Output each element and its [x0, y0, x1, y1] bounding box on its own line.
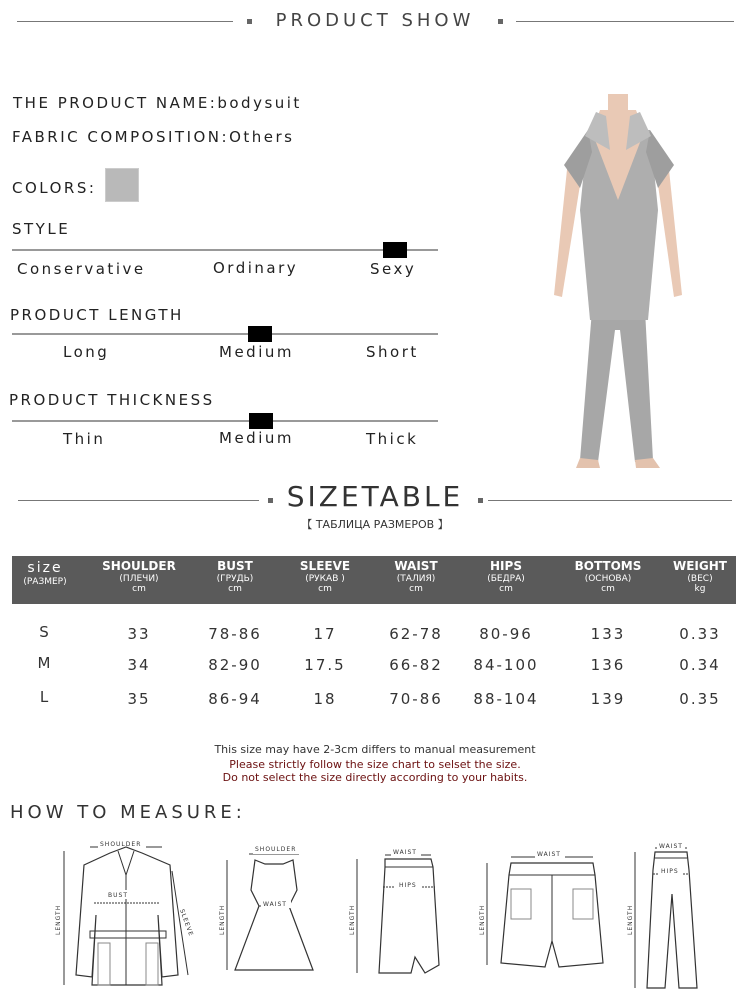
- col-bust: BUST (ГРУДЬ) cm: [216, 559, 254, 594]
- sizetable-title: SIZETABLE: [286, 480, 464, 513]
- length-marker: [248, 326, 272, 342]
- cell-shoulder: 35: [127, 690, 151, 708]
- dress-measure-figure: [215, 840, 315, 990]
- skirt-measure-figure: [345, 845, 445, 990]
- cell-waist: 66-82: [389, 656, 443, 674]
- header-right-square: [498, 19, 503, 24]
- cell-sleeve: 17: [313, 625, 337, 643]
- style-option-ordinary: Ordinary: [213, 259, 299, 277]
- hips-label: HIPS: [661, 868, 679, 875]
- how-to-measure-title: HOW TO MEASURE:: [10, 802, 246, 823]
- col-weight: WEIGHT (ВЕС) kg: [673, 559, 727, 594]
- cell-waist: 62-78: [389, 625, 443, 643]
- sizetable-subtitle: 【 ТАБЛИЦА РАЗМЕРОВ 】: [301, 518, 449, 531]
- thickness-marker: [249, 413, 273, 429]
- cell-size: S: [39, 623, 51, 641]
- cell-sleeve: 17.5: [304, 656, 346, 674]
- length-label: LENGTH: [55, 904, 62, 935]
- product-image: [540, 90, 700, 470]
- cell-bust: 78-86: [208, 625, 262, 643]
- sleeve-label: SLEEVE: [178, 908, 195, 938]
- col-size: size (РАЗМЕР): [23, 560, 67, 587]
- cell-size: M: [37, 654, 53, 672]
- length-label: PRODUCT LENGTH: [10, 306, 184, 324]
- cell-bottoms: 136: [590, 656, 626, 674]
- size-table-header: [12, 556, 736, 604]
- fabric-composition: FABRIC COMPOSITION:Others: [12, 128, 295, 146]
- length-scale-line: [12, 333, 438, 335]
- style-marker: [383, 242, 407, 258]
- thickness-label: PRODUCT THICKNESS: [9, 391, 215, 409]
- length-label: LENGTH: [479, 904, 486, 935]
- style-option-conservative: Conservative: [17, 260, 146, 278]
- waist-label: WAIST: [537, 851, 561, 858]
- col-hips: HIPS (БЕДРА) cm: [487, 559, 525, 594]
- hips-label: HIPS: [399, 882, 417, 889]
- col-bottoms: BOTTOMS (ОСНОВА) cm: [574, 559, 642, 594]
- sizetable-right-square: [478, 498, 483, 503]
- product-name: THE PRODUCT NAME:bodysuit: [13, 94, 302, 112]
- waist-label: WAIST: [263, 901, 287, 908]
- cell-size: L: [39, 688, 51, 706]
- length-option-medium: Medium: [219, 343, 294, 361]
- cell-weight: 0.35: [679, 690, 721, 708]
- col-waist: WAIST (ТАЛИЯ) cm: [394, 559, 438, 594]
- shoulder-label: SHOULDER: [255, 846, 297, 853]
- size-warning-1: Please strictly follow the size chart to selset the size.: [229, 758, 521, 771]
- cell-bust: 86-94: [208, 690, 262, 708]
- thickness-option-thick: Thick: [366, 430, 419, 448]
- cell-hips: 84-100: [473, 656, 539, 674]
- cell-hips: 80-96: [479, 625, 533, 643]
- thickness-option-thin: Thin: [63, 430, 106, 448]
- length-option-short: Short: [366, 343, 419, 361]
- length-label: LENGTH: [219, 904, 226, 935]
- cell-sleeve: 18: [313, 690, 337, 708]
- waist-label: WAIST: [393, 849, 417, 856]
- style-scale-line: [12, 249, 438, 251]
- shorts-measure-figure: [475, 845, 615, 975]
- col-sleeve: SLEEVE (РУКАВ ) cm: [299, 559, 351, 594]
- cell-waist: 70-86: [389, 690, 443, 708]
- pants-measure-figure: [625, 840, 710, 995]
- cell-bust: 82-90: [208, 656, 262, 674]
- bust-label: BUST: [108, 892, 128, 899]
- thickness-option-medium: Medium: [219, 429, 294, 447]
- color-swatch-gray[interactable]: [105, 168, 139, 202]
- cell-weight: 0.33: [679, 625, 721, 643]
- col-shoulder: SHOULDER (ПЛЕЧИ) cm: [102, 559, 176, 594]
- thickness-scale-line: [12, 420, 438, 422]
- cell-bottoms: 133: [590, 625, 626, 643]
- section-title-product-show: PRODUCT SHOW: [275, 10, 475, 31]
- shoulder-label: SHOULDER: [100, 841, 142, 848]
- waist-label: WAIST: [659, 843, 683, 850]
- size-warning-2: Do not select the size directly according to your habits.: [222, 771, 528, 784]
- cell-shoulder: 34: [127, 656, 151, 674]
- colors-label: COLORS:: [12, 179, 97, 197]
- size-note: This size may have 2-3cm differs to manual measurement: [214, 743, 536, 756]
- cell-bottoms: 139: [590, 690, 626, 708]
- header-right-line: [516, 21, 734, 22]
- style-label: STYLE: [12, 220, 71, 238]
- cell-weight: 0.34: [679, 656, 721, 674]
- length-label: LENGTH: [627, 904, 634, 935]
- jacket-measure-figure: [50, 835, 200, 995]
- cell-hips: 88-104: [473, 690, 539, 708]
- style-option-sexy: Sexy: [370, 260, 417, 278]
- length-option-long: Long: [63, 343, 110, 361]
- cell-shoulder: 33: [127, 625, 151, 643]
- sizetable-right-line: [488, 500, 732, 501]
- length-label: LENGTH: [349, 904, 356, 935]
